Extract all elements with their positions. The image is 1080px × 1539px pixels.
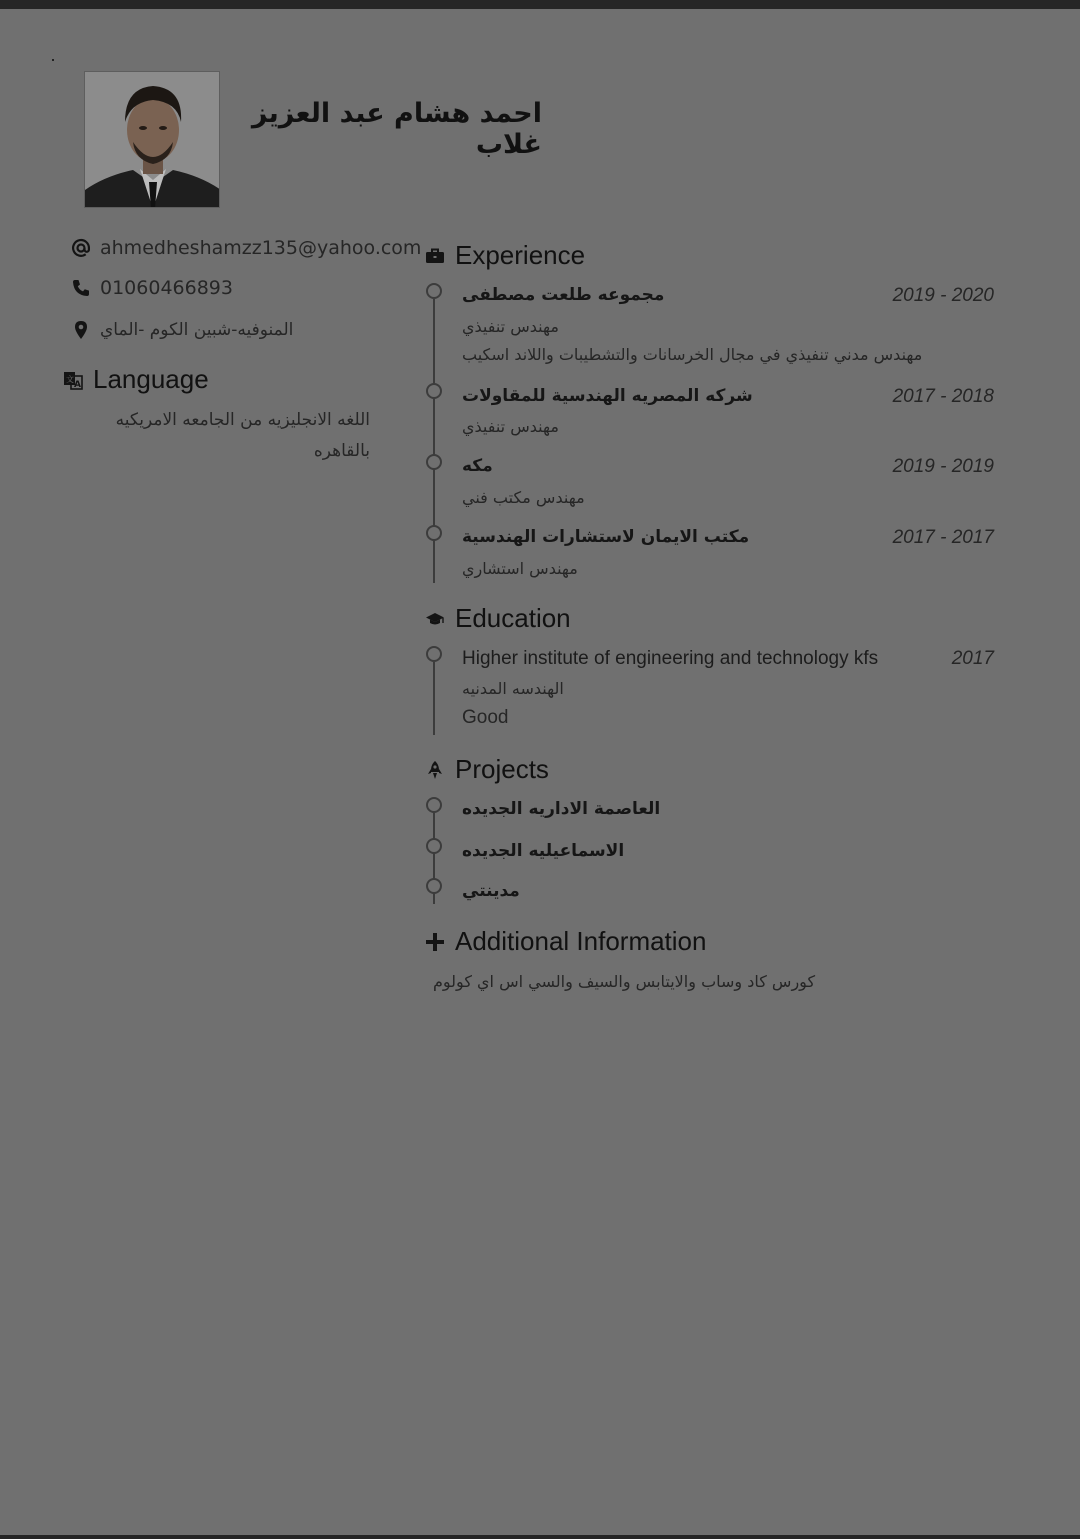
experience-role: مهندس مكتب فني: [462, 488, 585, 507]
bottom-bar: [0, 1535, 1080, 1539]
timeline-marker: [426, 878, 442, 894]
svg-text:文: 文: [66, 374, 74, 384]
education-grade: Good: [462, 707, 509, 728]
experience-company: شركه المصريه الهندسية للمقاولات: [462, 386, 753, 406]
timeline-marker: [426, 283, 442, 299]
experience-dates: 2017 - 2018: [892, 386, 994, 407]
timeline-marker: [426, 646, 442, 662]
briefcase-icon: [424, 245, 446, 267]
map-pin-icon: [70, 319, 92, 341]
at-sign-icon: [70, 237, 92, 259]
translate-icon: [62, 369, 84, 391]
project-item: الاسماعيليه الجديده: [462, 841, 625, 861]
language-line: بالقاهره: [313, 441, 370, 461]
experience-role: مهندس تنفيذي: [462, 417, 559, 436]
address-text: المنوفيه-شبين الكوم -الماي: [100, 320, 294, 340]
plus-icon: [424, 931, 446, 953]
experience-role: مهندس استشاري: [462, 559, 578, 578]
education-heading: [424, 603, 571, 634]
timeline-marker: [426, 454, 442, 470]
timeline-marker: [426, 525, 442, 541]
experience-company: مكه: [462, 456, 493, 476]
experience-dates: 2017 - 2017: [892, 527, 994, 548]
language-heading: [62, 364, 209, 395]
graduation-cap-icon: [424, 608, 446, 630]
stray-dot: [52, 59, 54, 61]
additional-heading: [424, 926, 706, 957]
top-bar: [0, 0, 1080, 9]
additional-title: Additional Information: [455, 926, 707, 956]
projects-heading: [424, 754, 549, 785]
project-item: العاصمة الاداريه الجديده: [462, 799, 661, 819]
language-title: Language: [93, 364, 209, 394]
experience-title: Experience: [455, 240, 586, 270]
contact-address: [70, 317, 293, 343]
timeline-marker: [426, 383, 442, 399]
project-item: مدينتي: [462, 881, 520, 901]
language-text: [100, 405, 370, 467]
person-name: احمد هشام عبد العزيز غلاب: [251, 98, 542, 160]
education-degree: الهندسه المدنيه: [462, 679, 564, 698]
experience-company: مجموعه طلعت مصطفى: [462, 285, 665, 305]
rocket-icon: [424, 759, 446, 781]
svg-text:A: A: [74, 379, 81, 390]
phone-icon: [70, 277, 92, 299]
education-year: 2017: [951, 648, 994, 669]
additional-text: كورس كاد وساب والايتابس والسيف والسي اس اي كولوم: [433, 972, 816, 991]
education-school: Higher institute of engineering and technology kfs: [462, 648, 879, 669]
education-timeline-line: [433, 662, 435, 735]
contact-phone[interactable]: [70, 275, 233, 301]
projects-title: Projects: [455, 754, 549, 784]
language-line: اللغه الانجليزيه من الجامعه الامريكيه: [115, 410, 370, 430]
education-title: Education: [455, 603, 571, 633]
contact-email[interactable]: [70, 235, 421, 261]
experience-dates: 2019 - 2020: [892, 285, 994, 306]
phone-text: 01060466893: [100, 277, 233, 299]
experience-role: مهندس تنفيذي: [462, 317, 559, 336]
email-text: ahmedheshamzz135@yahoo.com: [100, 237, 422, 259]
experience-company: مكتب الايمان لاستشارات الهندسية: [462, 527, 750, 547]
profile-photo: [84, 71, 220, 208]
timeline-marker: [426, 797, 442, 813]
timeline-marker: [426, 838, 442, 854]
experience-heading: [424, 240, 585, 271]
experience-dates: 2019 - 2019: [892, 456, 994, 477]
experience-description: مهندس مدني تنفيذي في مجال الخرسانات والتشطيبات واللاند اسكيب: [462, 345, 923, 364]
